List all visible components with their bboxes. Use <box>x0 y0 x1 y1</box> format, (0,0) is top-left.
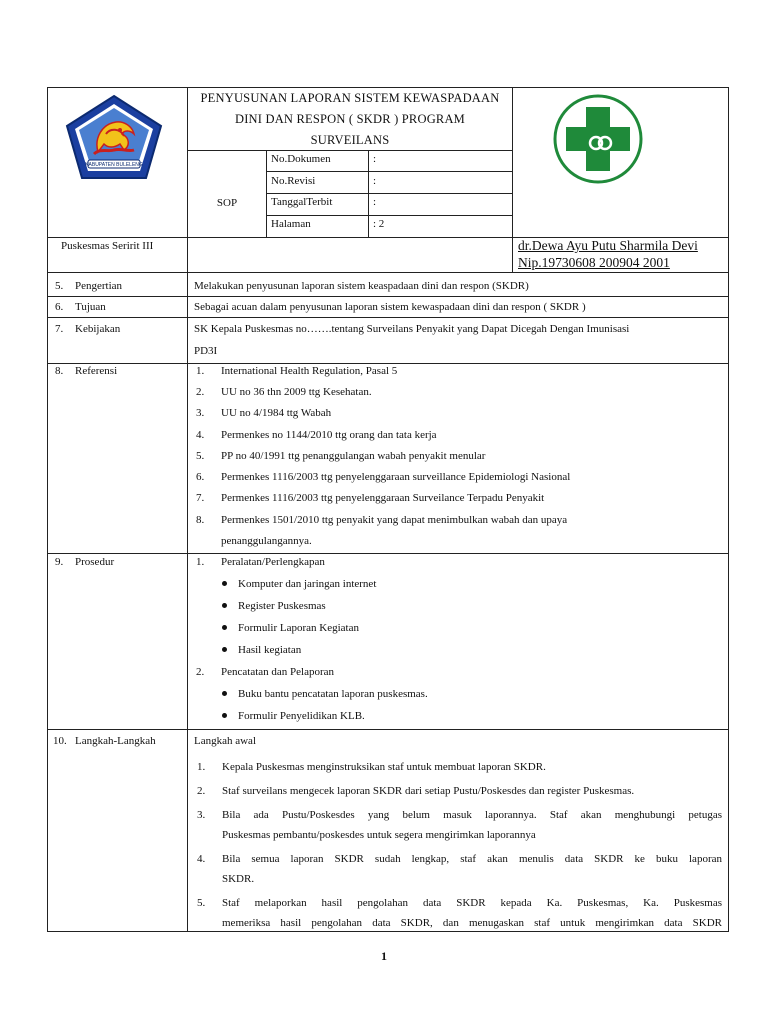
row-num-pengertian: 5. <box>55 280 64 292</box>
list-item: Buku bantu pencatatan laporan puskesmas. <box>238 688 428 700</box>
row-text-kebijakan-2: PD3I <box>194 345 218 357</box>
row-label-tujuan: Tujuan <box>75 301 106 313</box>
bullet-icon <box>222 581 227 586</box>
list-item-text: Permenkes 1501/2010 ttg penyakit yang dapat menimbulkan wabah dan upaya <box>221 514 568 526</box>
bullet-icon <box>222 625 227 630</box>
section-num: 1. <box>196 556 205 568</box>
list-item: 8. <box>196 514 205 526</box>
kabupaten-logo <box>64 94 164 182</box>
meta-value-dokumen: : <box>373 153 377 165</box>
langkah-list <box>194 734 722 930</box>
bullet-icon <box>222 647 227 652</box>
step-text: Staf surveilans mengecek laporan SKDR dari setiap Pustu/Poskesdes dan register Puskesmas. <box>222 785 635 797</box>
section-title: Peralatan/Perlengkapan <box>221 556 325 568</box>
meta-value-revisi: : <box>373 175 377 187</box>
list-item: 2. <box>196 386 205 398</box>
section-title: Pencatatan dan Pelaporan <box>221 666 335 678</box>
referensi-list <box>196 364 726 552</box>
step-num: 2. <box>197 785 206 797</box>
step-num: 5. <box>197 897 206 909</box>
meta-value-halaman: : 2 <box>373 218 385 230</box>
list-item: 7. <box>196 492 205 504</box>
list-item: Formulir Penyelidikan KLB. <box>238 710 365 722</box>
list-item: 5. <box>196 450 205 462</box>
langkah-intro: Langkah awal <box>194 735 256 747</box>
step-text: Bila semua laporan SKDR sudah lengkap, staf akan menulis data SKDR ke buku laporan <box>222 853 722 865</box>
bullet-icon <box>222 691 227 696</box>
list-item-text: PP no 40/1991 ttg penanggulangan wabah penyakit menular <box>221 450 486 462</box>
list-item: 1. <box>196 365 205 377</box>
bullet-icon <box>222 713 227 718</box>
row-num-referensi: 8. <box>55 365 64 377</box>
list-item-text: Permenkes no 1144/2010 ttg orang dan tata kerja <box>221 429 437 441</box>
step-text: Kepala Puskesmas menginstruksikan staf untuk membuat laporan SKDR. <box>222 761 546 773</box>
meta-label-terbit: TanggalTerbit <box>271 196 333 208</box>
row-text-kebijakan-1: SK Kepala Puskesmas no…….tentang Surveilans Penyakit yang Dapat Dicegah Dengan Imunisasi <box>194 323 630 335</box>
prosedur-list <box>196 555 726 727</box>
row-text-tujuan: Sebagai acuan dalam penyusunan laporan sistem kewaspadaan dini dan respon ( SKDR ) <box>194 301 586 313</box>
list-item-text: Permenkes 1116/2003 ttg penyelenggaraan Surveilance Terpadu Penyakit <box>221 492 545 504</box>
page-number: 1 <box>381 949 387 963</box>
meta-label-revisi: No.Revisi <box>271 175 316 187</box>
signatory-name: dr.Dewa Ayu Putu Sharmila Devi <box>518 238 698 253</box>
list-item-text: UU no 4/1984 ttg Wabah <box>221 407 332 419</box>
row-label-langkah: Langkah-Langkah <box>75 735 156 747</box>
step-num: 3. <box>197 809 206 821</box>
step-num: 4. <box>197 853 206 865</box>
step-text-cont: memeriksa hasil pengolahan data SKDR, dan menugaskan staf untuk mengirimkan data SKDR <box>222 917 722 929</box>
step-text-cont: SKDR. <box>222 873 255 885</box>
list-item: Formulir Laporan Kegiatan <box>238 622 359 634</box>
row-num-tujuan: 6. <box>55 301 64 313</box>
row-label-pengertian: Pengertian <box>75 280 123 292</box>
step-num: 1. <box>197 761 206 773</box>
row-num-prosedur: 9. <box>55 556 64 568</box>
logo-ribbon-text: KABUPATEN BULELENG <box>85 162 143 168</box>
row-num-kebijakan: 7. <box>55 323 64 335</box>
list-item: 3. <box>196 407 205 419</box>
title-line-2: DINI DAN RESPON ( SKDR ) PROGRAM <box>234 112 466 126</box>
row-label-prosedur: Prosedur <box>75 556 115 568</box>
bullet-icon <box>222 603 227 608</box>
meta-label-dokumen: No.Dokumen <box>271 153 331 165</box>
signatory-nip: Nip.19730608 200904 2001 <box>518 255 670 270</box>
list-item: Komputer dan jaringan internet <box>238 578 377 590</box>
list-item: 6. <box>196 471 205 483</box>
meta-label-halaman: Halaman <box>271 218 311 230</box>
puskesmas-name: Puskesmas Seririt III <box>61 240 154 252</box>
document-title <box>188 88 512 151</box>
step-text: Staf melaporkan hasil pengolahan data SKDR kepada Ka. Puskesmas, Ka. Puskesmas <box>222 897 722 909</box>
row-text-pengertian: Melakukan penyusunan laporan sistem keaspadaan dini dan respon (SKDR) <box>194 280 529 292</box>
step-text: Bila ada Pustu/Poskesdes yang belum masuk laporannya. Staf akan menghubungi petugas <box>222 809 722 821</box>
list-item-text: International Health Regulation, Pasal 5 <box>221 365 398 377</box>
list-item-text: UU no 36 thn 2009 ttg Kesehatan. <box>221 386 372 398</box>
row-label-kebijakan: Kebijakan <box>75 323 121 335</box>
row-label-referensi: Referensi <box>75 365 118 377</box>
sop-label: SOP <box>216 197 238 209</box>
list-item: 4. <box>196 429 205 441</box>
meta-value-terbit: : <box>373 196 377 208</box>
step-text-cont: Puskesmas pembantu/poskesdes untuk segera mengirimkan laporannya <box>222 829 536 841</box>
title-line-1: PENYUSUNAN LAPORAN SISTEM KEWASPADAAN <box>200 91 500 105</box>
kemenkes-logo <box>552 93 644 185</box>
list-item-text-cont: penanggulangannya. <box>221 535 312 547</box>
list-item: Hasil kegiatan <box>238 644 302 656</box>
row-num-langkah: 10. <box>53 735 67 747</box>
list-item: Register Puskesmas <box>238 600 326 612</box>
title-line-3: SURVEILANS <box>310 133 390 147</box>
list-item-text: Permenkes 1116/2003 ttg penyelenggaraan surveillance Epidemiologi Nasional <box>221 471 571 483</box>
section-num: 2. <box>196 666 205 678</box>
